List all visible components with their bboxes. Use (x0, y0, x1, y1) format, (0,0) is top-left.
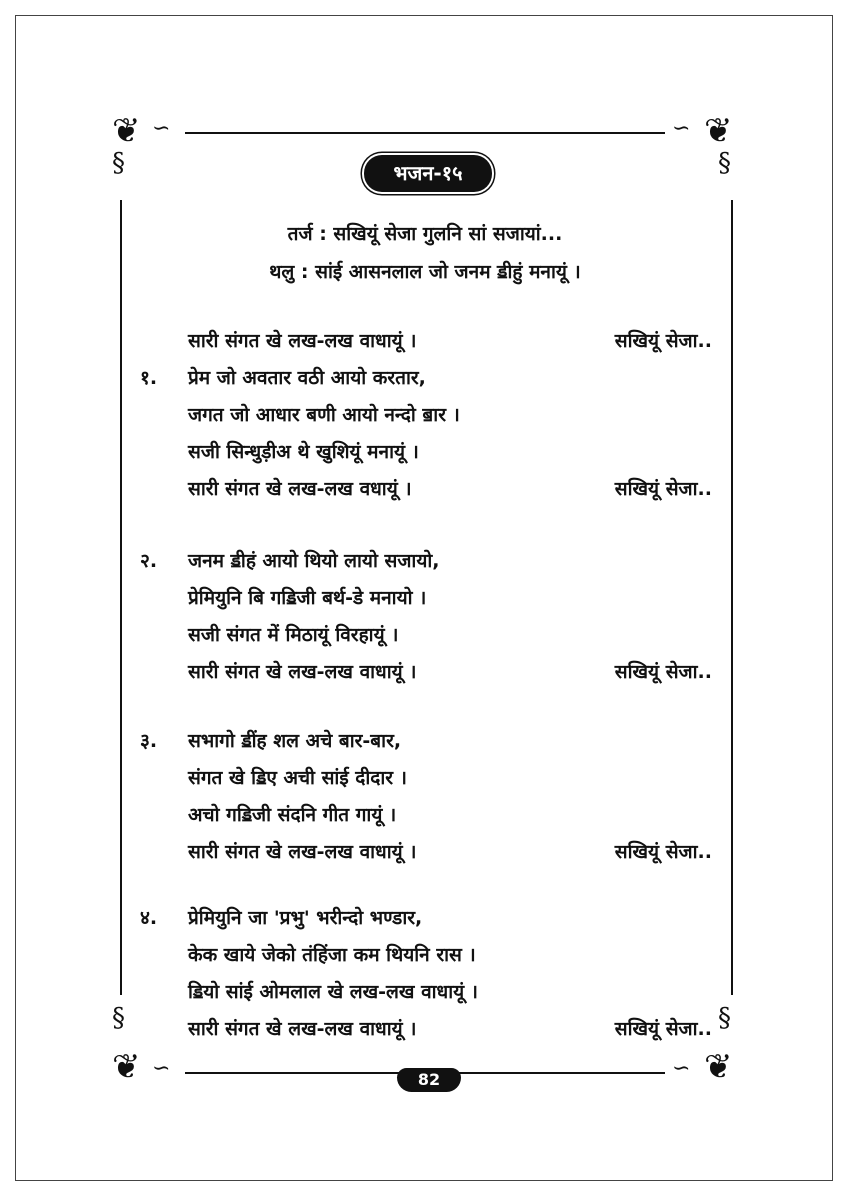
verse-text: सजी संगत में मिठायूं विरहायूं । (188, 624, 399, 646)
tune-line: तर्ज : सखियूं सेजा गुलनि सां सजायां... (287, 223, 563, 245)
verse-line (140, 397, 720, 434)
verse-text: जगत जो आधार बणी आयो नन्दो ॿार । (188, 404, 460, 426)
refrain-text: सखियूं सेजा.. (614, 330, 712, 352)
verse-text: सारी संगत खे लख-लख वाधायूं । (188, 661, 417, 683)
verse-line (140, 723, 720, 760)
page-number: 82 (397, 1068, 461, 1092)
verse-text: सारी संगत खे लख-लख वाधायूं । (188, 841, 417, 863)
stanza-4 (140, 900, 720, 1048)
verse-line (140, 580, 720, 617)
verse-line (140, 471, 720, 508)
verse-line (140, 617, 720, 654)
stanza-2 (140, 543, 720, 691)
refrain-text: सखियूं सेजा.. (614, 1018, 712, 1040)
verse-line (140, 360, 720, 397)
verse-text: जनम ॾीहं आयो थियो लायो सजायो, (188, 550, 440, 572)
stanza-3 (140, 723, 720, 871)
verse-line (140, 1011, 720, 1048)
bhajan-title: भजन-१५ (364, 155, 492, 192)
stanza-number: ४. (140, 907, 158, 929)
verse-line (140, 937, 720, 974)
verse-text: प्रेमियुनि जा 'प्रभु' भरीन्दो भण्डार, (188, 907, 423, 929)
corner-ornament-icon: ❦ (704, 1047, 733, 1087)
corner-ornament-icon: ∽ (672, 1056, 691, 1081)
refrain-text: सखियूं सेजा.. (614, 841, 712, 863)
stanza-1 (140, 360, 720, 508)
verse-line (140, 543, 720, 580)
verse-line (140, 323, 720, 360)
verse-text: सारी संगत खे लख-लख वाधायूं । (188, 330, 417, 352)
stanza-number: १. (140, 367, 158, 389)
verse-text: सारी संगत खे लख-लख वधायूं । (188, 478, 412, 500)
corner-ornament-icon: § (112, 148, 125, 178)
verse-text: प्रेमियुनि बि गॾिजी बर्थ-डे मनायो । (188, 587, 427, 609)
corner-ornament-icon: § (718, 1003, 731, 1033)
refrain-text: सखियूं सेजा.. (614, 661, 712, 683)
frame-left-line (120, 200, 122, 995)
corner-ornament-icon: § (718, 148, 731, 178)
corner-ornament-icon: ∽ (152, 1056, 171, 1081)
opening-stanza (140, 323, 720, 360)
verse-line (140, 654, 720, 691)
frame-top-line (185, 132, 665, 134)
stanza-number: ३. (140, 730, 158, 752)
verse-text: अचो गॾिजी संदनि गीत गायूं । (188, 804, 397, 826)
verse-line (140, 834, 720, 871)
verse-text: प्रेम जो अवतार वठी आयो करतार, (188, 367, 426, 389)
corner-ornament-icon: ❦ (112, 111, 141, 151)
verse-text: ॾियो सांई ओमलाल खे लख-लख वाधायूं । (188, 981, 478, 1003)
corner-ornament-icon: ❦ (704, 111, 733, 151)
verse-text: सजी सिन्धुड़ीअ थे खुशियूं मनायूं । (188, 441, 419, 463)
verse-line (140, 760, 720, 797)
corner-ornament-icon: ∽ (672, 116, 691, 141)
verse-line (140, 434, 720, 471)
thalu-line: थलु : सांई आसनलाल जो जनम ॾीहुं मनायूं । (269, 261, 581, 283)
corner-ornament-icon: ∽ (152, 116, 171, 141)
corner-ornament-icon: § (112, 1003, 125, 1033)
stanza-number: २. (140, 550, 158, 572)
verse-line (140, 974, 720, 1011)
verse-line (140, 797, 720, 834)
verse-text: सभागो ॾींह शल अचे बार-बार, (188, 730, 402, 752)
verse-text: संगत खे ॾिए अची सांई दीदार । (188, 767, 407, 789)
corner-ornament-icon: ❦ (112, 1047, 141, 1087)
verse-text: सारी संगत खे लख-लख वाधायूं । (188, 1018, 417, 1040)
refrain-text: सखियूं सेजा.. (614, 478, 712, 500)
verse-line (140, 900, 720, 937)
frame-right-line (731, 200, 733, 995)
verse-text: केक खाये जेको तंहिंजा कम थियनि रास । (188, 944, 476, 966)
